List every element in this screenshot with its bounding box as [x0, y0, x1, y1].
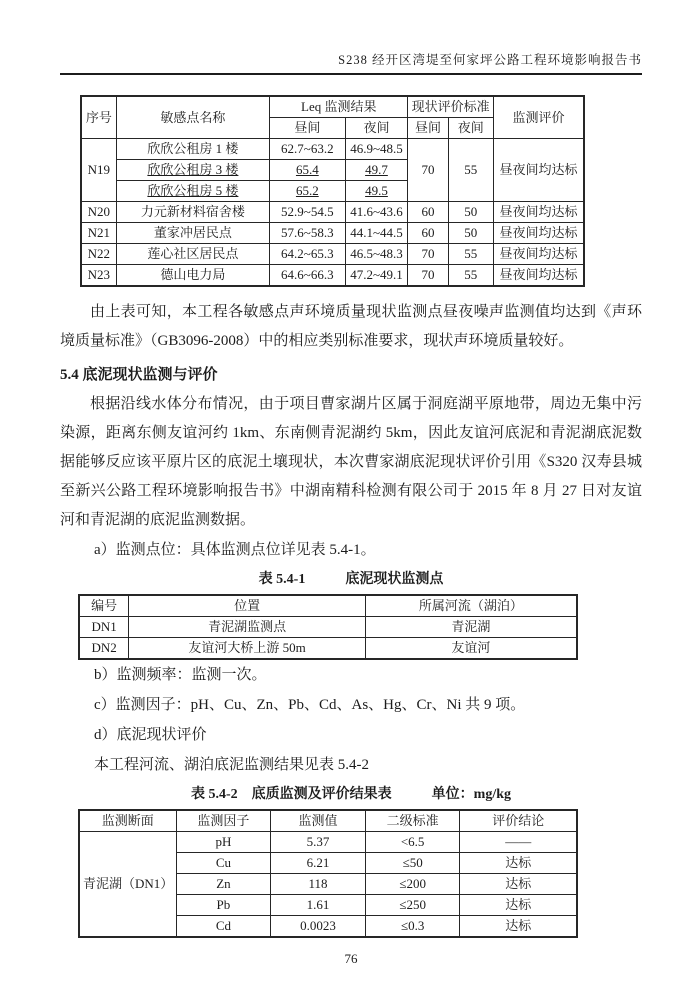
cell-standard: ≤250 — [365, 895, 460, 916]
paragraph-sediment-intro: 根据沿线水体分布情况，由于项目曹家湖片区属于洞庭湖平原地带，周边无集中污染源，距离东侧友谊河约 1km、东南侧青泥湖约 5km，因此友谊河底泥和青泥湖底泥数据能够反应该平原片区的底泥土壤现状，本次曹家湖底泥现状评价引用《S320 汉寿县城至新兴公路工程环境影响报告书》中湖南精科检测有限公司于 2015 年 8 月 27 日对友谊河和青泥湖的底泥监测数据。 — [60, 396, 642, 528]
cell-std-day: 70 — [408, 139, 448, 202]
col-header-standard: 二级标准 — [365, 810, 460, 832]
cell-night: 49.7 — [345, 160, 408, 181]
col-header-standard: 现状评价标准 — [408, 96, 494, 118]
cell-name: 德山电力局 — [116, 265, 269, 287]
cell-river: 青泥湖 — [365, 617, 577, 638]
cell-value: 1.61 — [271, 895, 366, 916]
cell-factor: pH — [176, 832, 271, 853]
cell-id: N20 — [81, 202, 116, 223]
table-542-caption-unit: 单位：mg/kg — [431, 787, 511, 802]
cell-night: 44.1~44.5 — [345, 223, 408, 244]
cell-std-night: 50 — [448, 202, 493, 223]
cell-value: 5.37 — [271, 832, 366, 853]
col-header-factor: 监测因子 — [176, 810, 271, 832]
table-row — [81, 244, 584, 265]
cell-value: 0.0023 — [271, 916, 366, 938]
table-row — [79, 638, 577, 660]
cell-factor: Pb — [176, 895, 271, 916]
table-541-caption — [60, 567, 642, 593]
cell-night: 41.6~43.6 — [345, 202, 408, 223]
cell-night: 47.2~49.1 — [345, 265, 408, 287]
table-row — [81, 139, 584, 160]
table-541-caption-title: 底泥现状监测点 — [345, 572, 444, 587]
col-header-section: 监测断面 — [79, 810, 176, 832]
cell-day: 65.4 — [270, 160, 345, 181]
cell-day: 62.7~63.2 — [270, 139, 345, 160]
cell-evaluation: 昼夜间均达标 — [493, 244, 584, 265]
table-row — [81, 202, 584, 223]
cell-conclusion: 达标 — [460, 874, 577, 895]
cell-night: 49.5 — [345, 181, 408, 202]
cell-value: 6.21 — [271, 853, 366, 874]
col-header-leq: Leq 监测结果 — [270, 96, 408, 118]
col-header-river: 所属河流（湖泊） — [365, 595, 577, 617]
cell-standard: ≤200 — [365, 874, 460, 895]
cell-std-night: 55 — [448, 265, 493, 287]
col-header-std-day: 昼间 — [408, 118, 448, 139]
cell-name: 董家冲居民点 — [116, 223, 269, 244]
col-header-index: 序号 — [81, 96, 116, 139]
section-heading-5-4: 5.4 底泥现状监测与评价 — [60, 367, 218, 383]
list-item-a: a）监测点位：具体监测点位详见表 5.4-1。 — [94, 542, 376, 558]
table-header-row — [81, 96, 584, 118]
cell-night: 46.5~48.3 — [345, 244, 408, 265]
table-row — [81, 223, 584, 244]
cell-std-day: 60 — [408, 202, 448, 223]
sediment-points-table — [78, 594, 578, 660]
col-header-leq-day: 昼间 — [270, 118, 345, 139]
cell-factor: Zn — [176, 874, 271, 895]
list-item-d: d）底泥现状评价 — [94, 727, 207, 743]
running-header — [60, 50, 642, 75]
cell-std-day: 70 — [408, 265, 448, 287]
col-header-leq-night: 夜间 — [345, 118, 408, 139]
cell-std-night: 55 — [448, 244, 493, 265]
col-header-std-night: 夜间 — [448, 118, 493, 139]
cell-factor: Cu — [176, 853, 271, 874]
table-header-row — [79, 595, 577, 617]
cell-id: N22 — [81, 244, 116, 265]
table-row — [79, 832, 577, 853]
cell-std-night: 50 — [448, 223, 493, 244]
cell-id: DN2 — [79, 638, 129, 660]
col-header-location: 位置 — [129, 595, 366, 617]
cell-standard: <6.5 — [365, 832, 460, 853]
cell-id: N21 — [81, 223, 116, 244]
table-542-caption — [60, 782, 642, 808]
report-title: S238 经开区湾堤至何家坪公路工程环境影响报告书 — [338, 53, 642, 67]
table-row — [79, 617, 577, 638]
noise-monitoring-table — [80, 95, 585, 287]
cell-day: 52.9~54.5 — [270, 202, 345, 223]
table-header-row — [79, 810, 577, 832]
cell-evaluation: 昼夜间均达标 — [493, 139, 584, 202]
cell-std-night: 55 — [448, 139, 493, 202]
cell-night: 46.9~48.5 — [345, 139, 408, 160]
cell-factor: Cd — [176, 916, 271, 938]
cell-river: 友谊河 — [365, 638, 577, 660]
list-item-b: b）监测频率：监测一次。 — [94, 667, 267, 683]
cell-conclusion: 达标 — [460, 895, 577, 916]
cell-section: 青泥湖（DN1） — [79, 832, 176, 938]
cell-day: 57.6~58.3 — [270, 223, 345, 244]
cell-day: 65.2 — [270, 181, 345, 202]
col-header-conclusion: 评价结论 — [460, 810, 577, 832]
cell-std-day: 60 — [408, 223, 448, 244]
list-item-c: c）监测因子：pH、Cu、Zn、Pb、Cd、As、Hg、Cr、Ni 共 9 项。 — [94, 697, 526, 713]
cell-conclusion: —— — [460, 832, 577, 853]
cell-day: 64.2~65.3 — [270, 244, 345, 265]
cell-location: 青泥湖监测点 — [129, 617, 366, 638]
cell-conclusion: 达标 — [460, 853, 577, 874]
cell-standard: ≤50 — [365, 853, 460, 874]
table-row — [81, 265, 584, 287]
cell-standard: ≤0.3 — [365, 916, 460, 938]
table-541-caption-number: 表 5.4-1 — [258, 572, 306, 587]
page-number: 76 — [344, 951, 358, 966]
cell-evaluation: 昼夜间均达标 — [493, 265, 584, 287]
col-header-sensitive-point: 敏感点名称 — [116, 96, 269, 139]
cell-id: DN1 — [79, 617, 129, 638]
cell-id: N23 — [81, 265, 116, 287]
cell-name: 欣欣公租房 1 楼 — [116, 139, 269, 160]
paragraph-noise-conclusion: 由上表可知，本工程各敏感点声环境质量现状监测点昼夜噪声监测值均达到《声环境质量标准》（GB3096-2008）中的相应类别标准要求，现状声环境质量较好。 — [60, 304, 642, 349]
cell-name: 莲心社区居民点 — [116, 244, 269, 265]
cell-value: 118 — [271, 874, 366, 895]
cell-location: 友谊河大桥上游 50m — [129, 638, 366, 660]
cell-name: 欣欣公租房 3 楼 — [116, 160, 269, 181]
col-header-value: 监测值 — [271, 810, 366, 832]
cell-id: N19 — [81, 139, 116, 202]
sediment-results-table — [78, 809, 578, 938]
col-header-evaluation: 监测评价 — [493, 96, 584, 139]
cell-evaluation: 昼夜间均达标 — [493, 202, 584, 223]
cell-name: 力元新材料宿舍楼 — [116, 202, 269, 223]
col-header-id: 编号 — [79, 595, 129, 617]
paragraph-result-reference: 本工程河流、湖泊底泥监测结果见表 5.4-2 — [94, 757, 369, 773]
cell-conclusion: 达标 — [460, 916, 577, 938]
cell-day: 64.6~66.3 — [270, 265, 345, 287]
cell-evaluation: 昼夜间均达标 — [493, 223, 584, 244]
table-542-caption-number: 表 5.4-2 — [190, 787, 238, 802]
table-542-caption-title: 底质监测及评价结果表 — [251, 787, 392, 802]
cell-std-day: 70 — [408, 244, 448, 265]
cell-name: 欣欣公租房 5 楼 — [116, 181, 269, 202]
